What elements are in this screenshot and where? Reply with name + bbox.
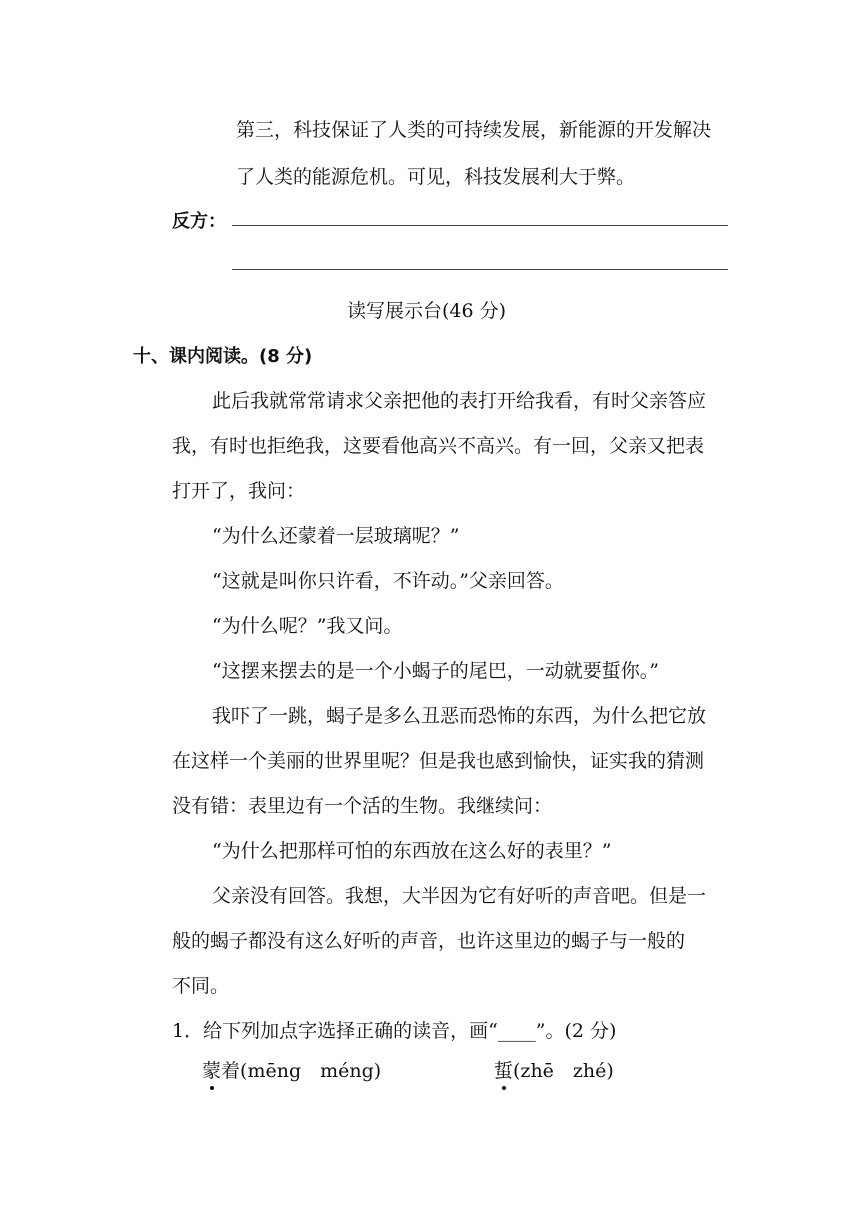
section-title: 读写展示台(46 分)	[347, 300, 507, 322]
passage-line: 打开了，我问：	[172, 480, 306, 502]
passage-line: 般的蝎子都没有这么好听的声音，也许这里边的蝎子与一般的	[172, 930, 686, 952]
dialogue-line: “为什么呢？”我又问。	[212, 615, 403, 637]
answer-line-1	[232, 225, 728, 226]
passage-line: 没有错：表里边有一个活的生物。我继续问：	[172, 795, 553, 817]
passage-line: 我，有时也拒绝我，这要看他高兴不高兴。有一回，父亲又把表	[172, 435, 705, 457]
dialogue-line: “这就是叫你只许看，不许动。”父亲回答。	[212, 570, 564, 592]
dotted-char: 蜇	[494, 1056, 513, 1083]
pinyin-item-1	[202, 1056, 381, 1083]
answer-line-2	[232, 269, 728, 270]
passage-line: 此后我就常常请求父亲把他的表打开给我看，有时父亲答应	[212, 390, 707, 412]
dialogue-line: “这摆来摆去的是一个小蝎子的尾巴，一动就要蜇你。”	[212, 660, 659, 682]
passage-line: 我吓了一跳，蝎子是多么丑恶而恐怖的东西，为什么把它放	[212, 705, 707, 727]
argument-line-2: 了人类的能源危机。可见，科技发展利大于弊。	[236, 166, 636, 188]
passage-line: 在这样一个美丽的世界里呢？但是我也感到愉快，证实我的猜测	[172, 750, 705, 772]
passage-line: 不同。	[172, 975, 230, 997]
dialogue-line: “为什么把那样可怕的东西放在这么好的表里？”	[212, 840, 612, 862]
pinyin-options: (zhē zhé)	[513, 1060, 614, 1082]
argument-line-1: 第三，科技保证了人类的可持续发展，新能源的开发解决	[236, 119, 712, 141]
opponent-label: 反方：	[172, 211, 226, 232]
passage-line: 父亲没有回答。我想，大半因为它有好听的声音吧。但是一	[212, 885, 707, 907]
question-10-heading: 十、课内阅读。(8 分)	[133, 346, 313, 367]
char-rest: 着	[221, 1060, 241, 1082]
pinyin-item-2	[494, 1056, 614, 1083]
pinyin-options: (mēng méng)	[240, 1060, 382, 1082]
dialogue-line: “为什么还蒙着一层玻璃呢？”	[212, 525, 460, 547]
dotted-char: 蒙	[202, 1056, 221, 1083]
question-1-prompt: 1．给下列加点字选择正确的读音，画“____”。(2 分)	[172, 1020, 617, 1042]
